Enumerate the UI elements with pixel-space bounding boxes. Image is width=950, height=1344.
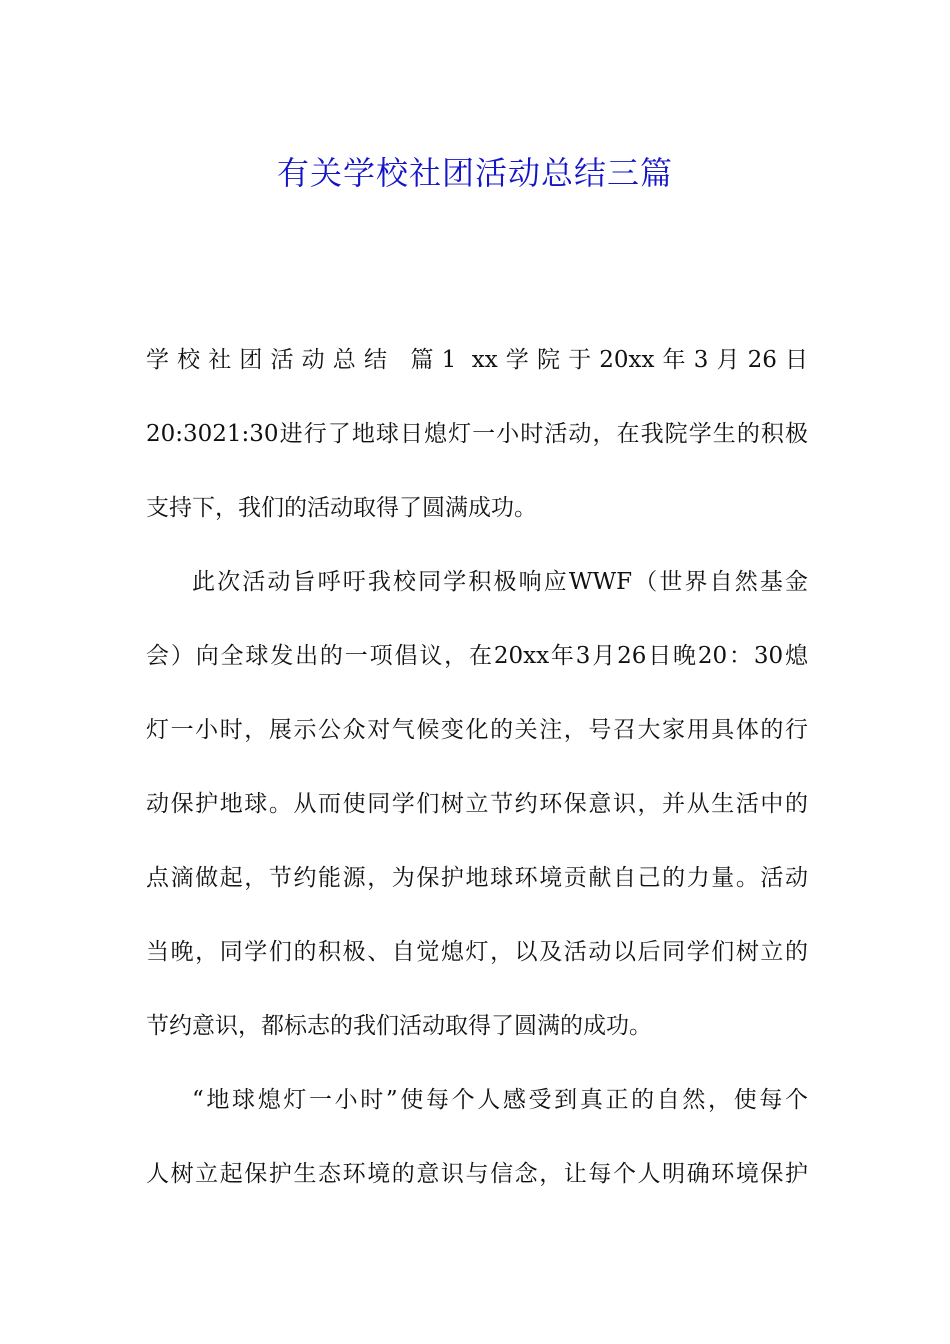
paragraph-line: 点滴做起，节约能源，为保护地球环境贡献自己的力量。活动: [146, 865, 808, 891]
paragraph-line: 当晚，同学们的积极、自觉熄灯，以及活动以后同学们树立的: [146, 939, 808, 965]
paragraph-1: [146, 338, 808, 560]
paragraph-line: 动保护地球。从而使同学们树立节约环保意识，并从生活中的: [146, 791, 808, 817]
document-title: 有关学校社团活动总结三篇: [276, 154, 673, 193]
paragraph-line: “地球熄灯一小时”使每个人感受到真正的自然，使每个: [192, 1087, 808, 1113]
paragraph-line: 会）向全球发出的一项倡议，在20xx年3月26日晚20：30熄: [146, 643, 808, 669]
paragraph-3: [146, 1078, 808, 1226]
paragraph-line: 支持下，我们的活动取得了圆满成功。: [146, 495, 537, 521]
paragraph-line: 灯一小时，展示公众对气候变化的关注，号召大家用具体的行: [146, 717, 808, 743]
paragraph-line: 学校社团活动总结 篇1 xx学院于20xx年3月26日: [146, 347, 808, 373]
document-body: [146, 338, 808, 1226]
paragraph-line: 20:3021:30进行了地球日熄灯一小时活动，在我院学生的积极: [146, 421, 808, 447]
paragraph-line: 人树立起保护生态环境的意识与信念，让每个人明确环境保护: [146, 1161, 808, 1187]
paragraph-line: 节约意识，都标志的我们活动取得了圆满的成功。: [146, 1013, 652, 1039]
paragraph-2: [146, 560, 808, 1078]
paragraph-line: 此次活动旨呼吁我校同学积极响应WWF（世界自然基金: [192, 569, 808, 595]
